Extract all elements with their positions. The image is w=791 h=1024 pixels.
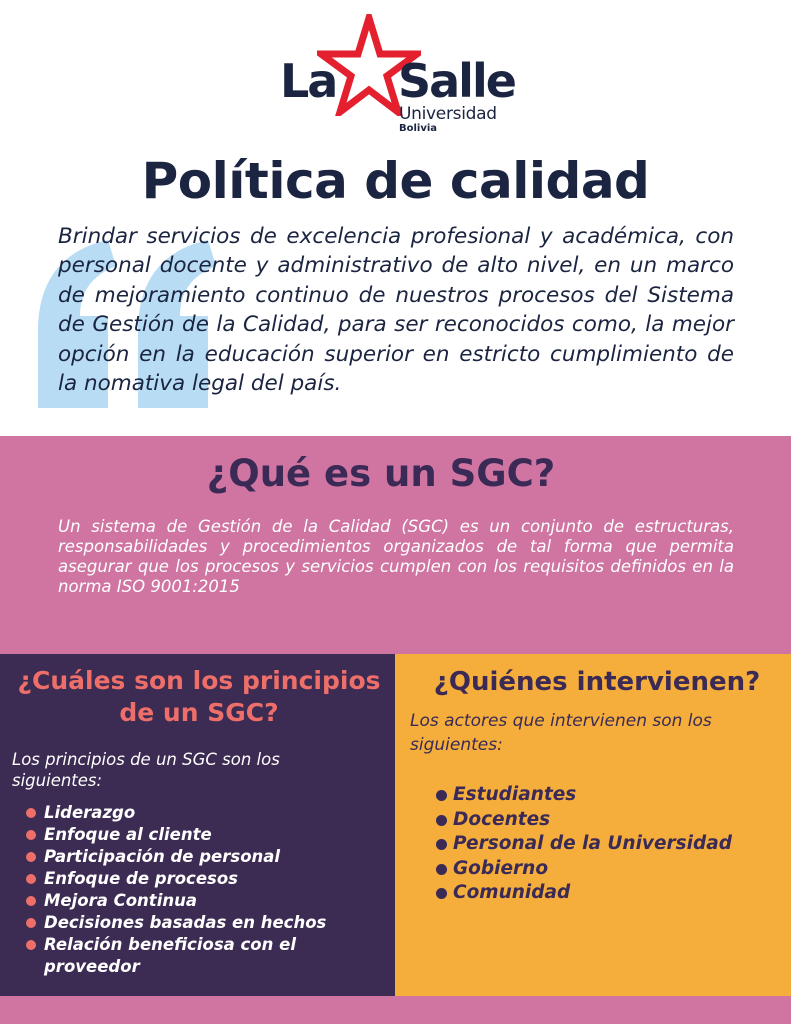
principles-intro: Los principios de un SGC son los siguientes:	[12, 750, 280, 790]
actor-label: Personal de la Universidad	[453, 833, 732, 855]
bullet-dot-icon	[26, 830, 36, 840]
bullet-dot-icon	[26, 896, 36, 906]
list-item	[436, 857, 786, 882]
list-item	[26, 890, 366, 912]
actor-label: Gobierno	[453, 857, 549, 879]
bullet-dot-icon	[26, 808, 36, 818]
footer-band	[0, 996, 791, 1024]
sgc-heading: ¿Qué es un SGC?	[206, 452, 556, 495]
list-item	[26, 802, 366, 824]
page-title: Política de calidad	[141, 152, 650, 210]
bullet-dot-icon	[436, 839, 447, 850]
list-item	[436, 808, 786, 833]
principle-label: Enfoque de procesos	[44, 869, 239, 888]
logo-text-universidad: Universidad	[399, 104, 497, 124]
list-item	[436, 832, 786, 857]
quality-policy-text: Brindar servicios de excelencia profesional y académica, con personal docente y administrativo de alto nivel, en un marco de mejoramiento continuo de nuestros procesos del Sistema de Gestión de la Calidad, para ser reconocidos como, la mejor opción en la educación superior en estricto cumplimiento de la nomativa legal del país.	[58, 224, 734, 397]
principle-label: Mejora Continua	[44, 891, 197, 910]
logo-text-la: La	[280, 54, 337, 108]
list-item	[26, 934, 366, 978]
principles-heading: ¿Cuáles son los principios de un SGC?	[17, 666, 381, 727]
actors-intro: Los actores que intervienen son los siguientes:	[410, 711, 712, 755]
logo-text-salle: Salle	[398, 54, 515, 108]
actor-label: Estudiantes	[453, 784, 577, 805]
bullet-dot-icon	[26, 918, 36, 928]
bullet-dot-icon	[436, 790, 447, 801]
principle-label: Decisiones basadas en hechos	[44, 913, 327, 932]
list-item	[26, 868, 366, 890]
la-salle-logo	[280, 14, 520, 134]
bullet-dot-icon	[26, 874, 36, 884]
principle-label: Enfoque al cliente	[44, 825, 212, 844]
actors-heading: ¿Quiénes intervienen?	[433, 667, 761, 697]
actor-label: Docentes	[453, 808, 551, 830]
principle-label: Liderazgo	[44, 803, 136, 822]
list-item	[26, 846, 366, 868]
bullet-dot-icon	[436, 864, 447, 875]
bullet-dot-icon	[26, 852, 36, 862]
principle-label: Participación de personal	[44, 847, 281, 866]
actors-list	[436, 783, 786, 906]
list-item	[26, 824, 366, 846]
list-item	[26, 912, 366, 934]
logo-text-country: Bolivia	[399, 123, 438, 134]
bullet-dot-icon	[436, 815, 447, 826]
list-item	[436, 783, 786, 808]
actor-label: Comunidad	[453, 882, 571, 904]
bullet-dot-icon	[26, 940, 36, 950]
sgc-definition: Un sistema de Gestión de la Calidad (SGC) es un conjunto de estructuras, responsabilidades y procedimientos organizados de tal forma que permita asegurar que los procesos y servicios cumplen con los requisitos definidos en la norma ISO 9001:2015	[58, 517, 734, 596]
bullet-dot-icon	[436, 888, 447, 899]
list-item	[436, 881, 786, 906]
principles-list	[26, 802, 366, 978]
principle-label: Relación beneficiosa con el proveedor	[44, 935, 296, 976]
